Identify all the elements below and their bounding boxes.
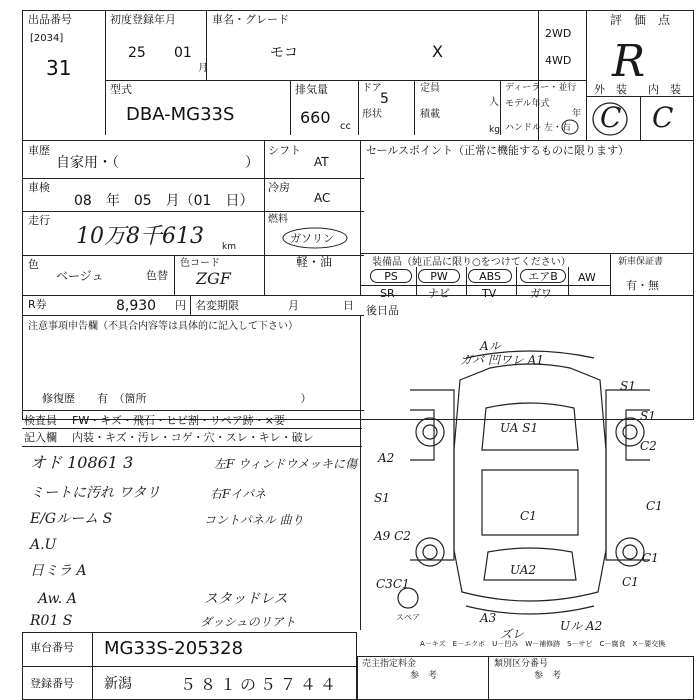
mark-rear-ua2: UA2 [510, 563, 537, 577]
equip-navi: ナビ [428, 287, 450, 300]
entry-label: 記入欄 [24, 431, 57, 444]
seller-ref: 参 考 [410, 671, 438, 681]
note-engine: E/Gルーム S [30, 511, 113, 527]
warranty-value: 有・無 [626, 279, 659, 292]
note-au: A.U [30, 537, 57, 553]
note-window: 左F ウィンドウメッキに傷 [214, 457, 358, 471]
equipment-label: 装備品（純正品に限り○をつけてください） [372, 257, 571, 268]
reg-month-unit: 月 [198, 63, 208, 74]
damage-legend: A－キズ E－エクボ U－凹み W－補修跡 S－サビ C－腐食 X－要交換 [420, 640, 666, 648]
gasoline-circle [280, 226, 350, 250]
shift-label: シフト [268, 144, 301, 157]
ownership-value: 月 日 [266, 299, 354, 312]
mark-right-c1: C1 [646, 499, 663, 513]
drive-2wd: 2WD [545, 27, 572, 40]
color-label: 色 [28, 258, 39, 271]
seller-label: 売主指定料金 [362, 659, 417, 669]
fuel-gasoline: ガソリン [290, 232, 334, 245]
mark-rear-left: C3C1 [376, 577, 410, 591]
capacity-unit: 人 [489, 97, 499, 108]
doors-value: 5 [380, 91, 389, 107]
inspector-row1: FW・キズ・飛石・ヒビ割・リペア跡・×要 [72, 414, 285, 427]
chassis-number: MG33S-205328 [104, 638, 244, 659]
drive-4wd: 4WD [545, 54, 572, 67]
mark-rear-a3: A3 [480, 611, 497, 625]
equip-sr: SR [380, 287, 395, 300]
mark-left-a9: A9 C2 [374, 529, 411, 543]
color-change-label: 色替 [146, 269, 168, 282]
model-value: DBA-MG33S [126, 104, 235, 125]
mark-front-left: Aル [480, 339, 501, 353]
car-name: モコ [270, 45, 298, 61]
ac-value: AC [314, 191, 331, 205]
displacement-value: 660 [300, 108, 331, 127]
plate-label: 登録番号 [30, 677, 74, 690]
inspection-label: 車検 [28, 181, 50, 194]
exterior-label: 外 装 [594, 83, 627, 96]
interior-grade: C [652, 101, 674, 134]
mark-roof: UA S1 [500, 421, 539, 435]
model-year-label: モデル年式 [505, 99, 550, 109]
plate-region: 新潟 [104, 676, 132, 692]
note-mirror: 日ミラ A [30, 563, 87, 579]
color-value: ベージュ [56, 269, 104, 283]
equip-ps: PS [370, 269, 412, 283]
usage-label: 車歴 [28, 144, 50, 157]
equip-airbag: エアB [520, 269, 566, 283]
inspection-value: 08 年 05 月（01 日） [74, 193, 254, 209]
note-seat: ミートに汚れ ワタリ [30, 485, 161, 501]
inspector-label: 検査員 [24, 414, 57, 427]
mark-rear-right-c1b: C1 [622, 575, 639, 589]
chassis-label: 車台番号 [30, 641, 74, 654]
lot-number: 31 [46, 56, 72, 80]
interior-label: 内 装 [648, 83, 681, 96]
color-code-value: ZGF [196, 269, 231, 288]
lot-code: [2034] [30, 33, 64, 44]
fuel-diesel: 軽・油 [296, 255, 333, 269]
mark-center-c1: C1 [520, 509, 537, 523]
class-ref: 参 考 [534, 671, 562, 681]
equip-aw: AW [578, 271, 596, 284]
note-ipanel: 右Fイパネ [210, 487, 267, 501]
shift-value: AT [314, 155, 329, 169]
equip-pw: PW [418, 269, 460, 283]
grade: X [432, 42, 443, 61]
note-aw: Aw. A [38, 591, 77, 607]
usage-value: 自家用・（ ） [56, 155, 259, 171]
equip-gawa: ガワ [530, 287, 552, 300]
displacement-label: 排気量 [295, 83, 328, 96]
handle-label: ハンドル 左・右 [505, 123, 571, 133]
reg-month: 01 [174, 45, 192, 61]
note-odo: オド 10861 3 [30, 453, 134, 472]
doors-label: ドア [362, 83, 382, 94]
mark-left-s1: S1 [374, 491, 390, 505]
warranty-label: 新車保証書 [618, 257, 664, 267]
dealer-label: ディーラー・並行 [505, 83, 577, 93]
repair-history: 修復歴 有 （箇所 ） [42, 392, 312, 405]
mark-right-c2: C2 [640, 439, 657, 453]
rating-label: 評 価 点 [610, 13, 671, 27]
mark-front: ガバ 凹ワレ A1 [460, 353, 544, 367]
handle-right-circle [560, 118, 580, 136]
lot-label: 出品番号 [28, 13, 72, 26]
ac-label: 冷房 [268, 181, 290, 194]
note-console: コントパネル 曲り [204, 513, 304, 527]
mark-rear-ua2-b: Uル A2 [560, 619, 603, 633]
recycle-value: 8,930 [116, 298, 157, 314]
mark-left-a2: A2 [378, 451, 395, 465]
car-diagram [370, 330, 694, 640]
mileage-value: 10万8千613 [76, 224, 204, 249]
note-r01: R01 S [30, 613, 73, 629]
plate-number: ５８１の５７４４ [180, 675, 341, 694]
capacity-label: 定員 [420, 83, 440, 94]
sales-point-label: セールスポイント（正常に機能するものに限ります） [366, 144, 630, 157]
displacement-unit: cc [340, 121, 351, 132]
exterior-grade: C [600, 101, 622, 134]
after-label: 後日品 [366, 304, 399, 317]
mileage-unit: km [222, 242, 236, 252]
notes-label: 注意事項申告欄（不具合内容等は具体的に記入して下さい） [28, 321, 298, 332]
mark-zure: ズレ [500, 627, 525, 640]
exterior-circle [590, 100, 630, 138]
load-unit: kg [489, 125, 500, 135]
note-dash: ダッシュのリアト [200, 615, 296, 629]
mileage-label: 走行 [28, 214, 50, 227]
mark-right-s1: S1 [640, 409, 656, 423]
mark-fr-s1: S1 [620, 379, 636, 393]
fuel-label: 燃料 [268, 214, 288, 225]
class-label: 類別区分番号 [494, 659, 549, 669]
mark-rear-right-c1: C1 [642, 551, 659, 565]
recycle-label: R券 [28, 298, 47, 311]
rating-value: R [612, 36, 646, 87]
name-label: 車名・グレード [212, 13, 289, 26]
shape-label: 形状 [362, 109, 382, 120]
spare-label: スペア [396, 613, 420, 622]
equip-tv: TV [482, 287, 497, 300]
model-label: 型式 [110, 83, 132, 96]
inspector-row2: 内装・キズ・汚レ・コゲ・穴・スレ・キレ・破レ [72, 431, 314, 444]
color-code-label: 色コード [180, 258, 220, 269]
reg-year: 25 [128, 45, 146, 61]
ownership-label: 名変期限 [195, 299, 239, 312]
reg-year-label: 初度登録年月 [110, 13, 176, 26]
recycle-unit: 円 [175, 299, 186, 312]
equip-abs: ABS [468, 269, 512, 283]
year-unit: 年 [572, 109, 582, 119]
load-label: 積載 [420, 109, 440, 120]
note-studless: スタッドレス [204, 591, 288, 607]
